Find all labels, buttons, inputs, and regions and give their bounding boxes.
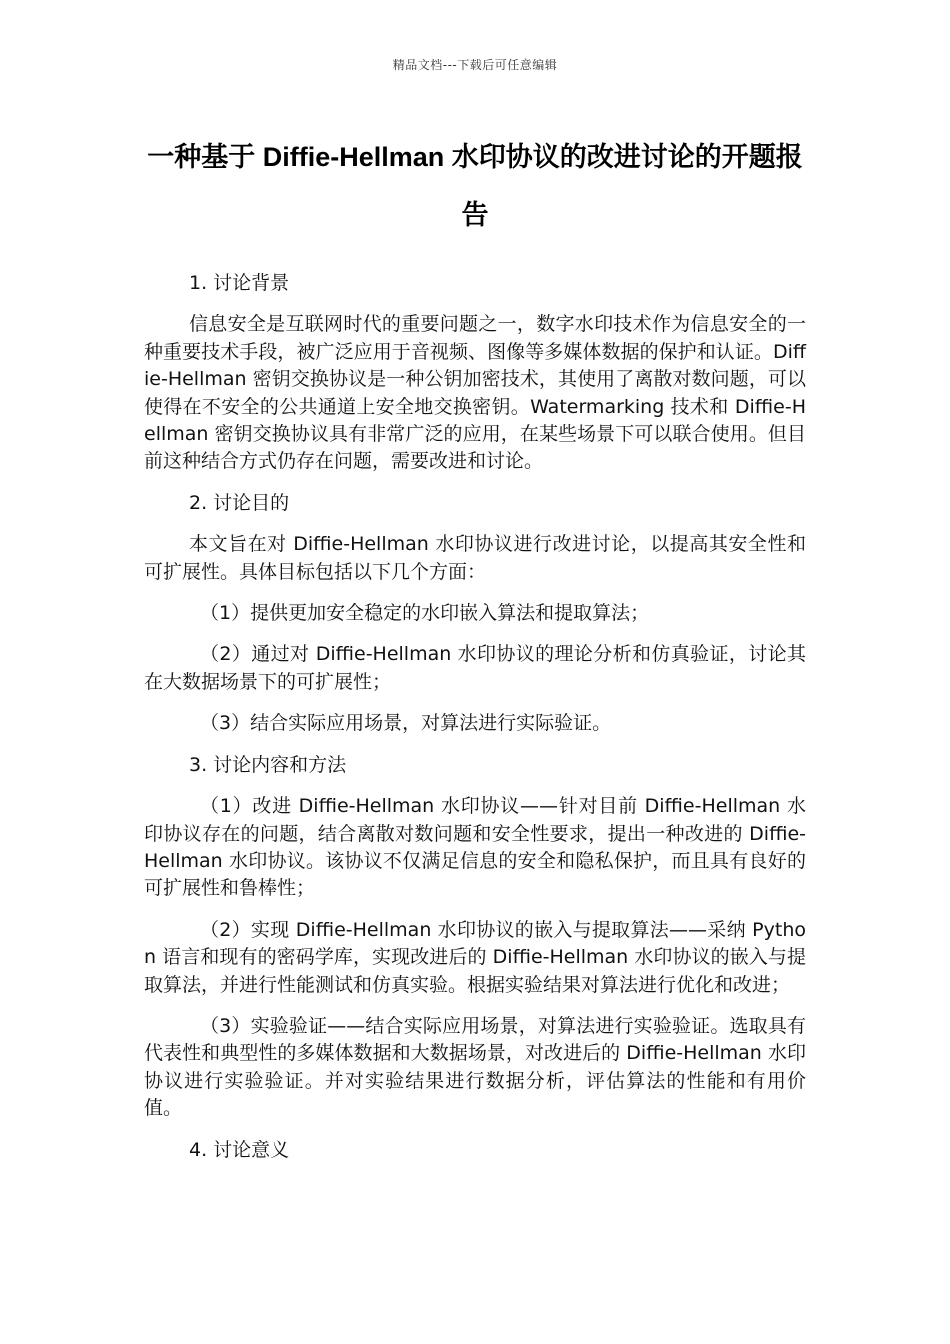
purpose-item: （1）提供更加安全稳定的水印嵌入算法和提取算法；: [200, 602, 650, 625]
section-heading-purpose: 2. 讨论目的: [189, 491, 290, 514]
purpose-item: （3）结合实际应用场景，对算法进行实际验证。: [200, 712, 612, 735]
document-body: [144, 270, 806, 1178]
background-paragraph: 信息安全是互联网时代的重要问题之一，数字水印技术作为信息安全的一种重要技术手段，被广泛应用于音视频、图像等多媒体数据的保护和认证。Diffie-Hellman 密钥交换协议是一种公钥加密技术，其使用了离散对数问题，可以使得在不安全的公共通道上安全地交换密钥。Watermarking 技术和 Diffie-Hellman 密钥交换协议具有非常广泛的应用，在某些场景下可以联合使用。但目前这种结合方式仍存在问题，需要改进和讨论。: [144, 313, 806, 473]
section-heading-background: 1. 讨论背景: [189, 272, 290, 294]
purpose-item: （2）通过对 Diffie-Hellman 水印协议的理论分析和仿真验证，讨论其在大数据场景下的可扩展性；: [144, 643, 806, 693]
methods-item: （3）实验验证——结合实际应用场景，对算法进行实验验证。选取具有代表性和典型性的多媒体数据和大数据场景，对改进后的 Diffie-Hellman 水印协议进行实验验证。并对实验结果进行数据分析，评估算法的性能和有用价值。: [144, 1014, 806, 1120]
section-heading-significance: 4. 讨论意义: [189, 1138, 290, 1161]
methods-item: （2）实现 Diffie-Hellman 水印协议的嵌入与提取算法——采纳 Python 语言和现有的密码学库，实现改进后的 Diffie-Hellman 水印协议的嵌入与提取算法，并进行性能测试和仿真实验。根据实验结果对算法进行优化和改进；: [144, 918, 806, 996]
purpose-paragraph: 本文旨在对 Diffie-Hellman 水印协议进行改进讨论，以提高其安全性和可扩展性。具体目标包括以下几个方面：: [144, 533, 806, 583]
section-heading-methods: 3. 讨论内容和方法: [189, 753, 347, 776]
document-title: 一种基于 Diffie-Hellman 水印协议的改进讨论的开题报告: [147, 142, 803, 230]
header-note: 精品文档---下载后可任意编辑: [392, 58, 558, 72]
methods-item: （1）改进 Diffie-Hellman 水印协议——针对目前 Diffie-Hellman 水印协议存在的问题，结合离散对数问题和安全性要求，提出一种改进的 Diffie-Hellman 水印协议。该协议不仅满足信息的安全和隐私保护，而且具有良好的可扩展性和鲁棒性；: [144, 795, 806, 900]
